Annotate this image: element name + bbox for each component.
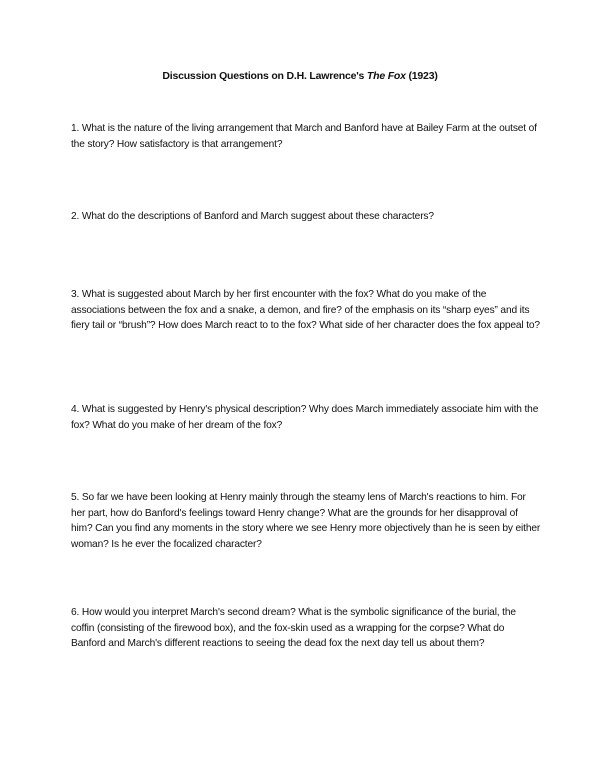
- question-6: 6. How would you interpret March's second dream? What is the symbolic significance of the burial, the coffin (consisting of the firewood box), and the fox-skin used as a wrapping for the corpse? What do Banford and March's different reactions to seeing the dead fox the next day tell us about them?: [71, 607, 516, 649]
- title-prefix: Discussion Questions on D.H. Lawrence's: [162, 70, 367, 82]
- page-title: [0, 70, 600, 82]
- question-4: 4. What is suggested by Henry's physical description? Why does March immediately associate him with the fox? What do you make of her dream of the fox?: [71, 404, 539, 431]
- question-1: 1. What is the nature of the living arrangement that March and Banford have at Bailey Farm at the outset of the story? How satisfactory is that arrangement?: [71, 123, 537, 150]
- question-3: 3. What is suggested about March by her first encounter with the fox? What do you make of the associations between the fox and a snake, a demon, and fire? of the emphasis on its “sharp eyes” and its fiery tail or “brush”? How does March react to to the fox? What side of her character does the fox appeal to?: [71, 289, 540, 331]
- question-5: 5. So far we have been looking at Henry mainly through the steamy lens of March's reactions to him. For her part, how do Banford's feelings toward Henry change? What are the grounds for her disapproval of him? Can you find any moments in the story where we see Henry more objectively than he is seen by either woman? Is he ever the focalized character?: [71, 492, 541, 550]
- title-work: The Fox: [366, 70, 406, 82]
- question-2: 2. What do the descriptions of Banford and March suggest about these characters?: [71, 211, 434, 222]
- title-suffix: (1923): [405, 70, 438, 82]
